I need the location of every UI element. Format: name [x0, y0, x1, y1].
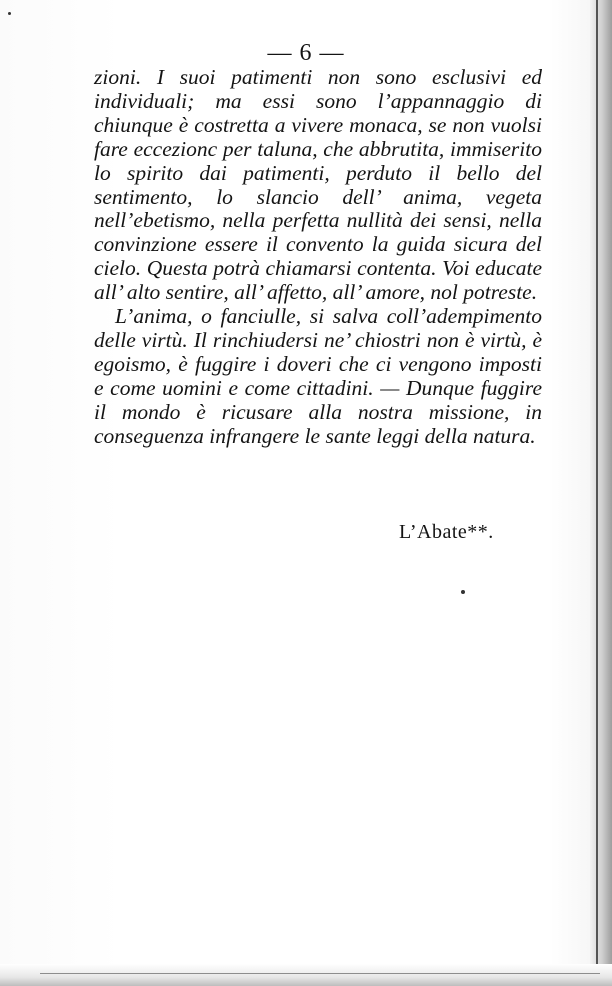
page-number: — 6 —	[267, 40, 345, 66]
page-right-edge-line	[596, 0, 598, 986]
paragraph-2: L’anima, o fanciulle, si salva coll’adempimento delle virtù. Il rinchiudersi ne’ chiostri non è virtù, è egoismo, è fuggire i doveri che ci vengono imposti e come uomini e come cittadini. — Dunque fuggire il mondo è ricusare alla nostra missione, in conseguenza infrangere le sante leggi della natura.	[94, 304, 542, 448]
page-right-edge	[590, 0, 612, 986]
ink-speck	[461, 590, 465, 594]
ink-speck	[8, 12, 11, 15]
body-text	[94, 66, 542, 449]
author-signature: L’Abate**.	[399, 521, 494, 543]
page-bottom-rule	[40, 973, 600, 974]
paragraph-1: zioni. I suoi patimenti non sono esclusivi ed individuali; ma essi sono l’appannaggio di chiunque è costretta a vivere monaca, se non vuolsi fare eccezionc per taluna, che abbrutita, immiserito lo spirito dai patimenti, perduto il bello del sentimento, lo slancio dell’ anima, vegeta nell’ebetismo, nella perfetta nullità dei sensi, nella convinzione essere il convento la guida sicura del cielo. Questa potrà chiamarsi contenta. Voi educate all’ alto sentire, all’ affetto, all’ amore, nol potreste.	[94, 65, 542, 305]
page-bottom-edge	[0, 964, 612, 986]
